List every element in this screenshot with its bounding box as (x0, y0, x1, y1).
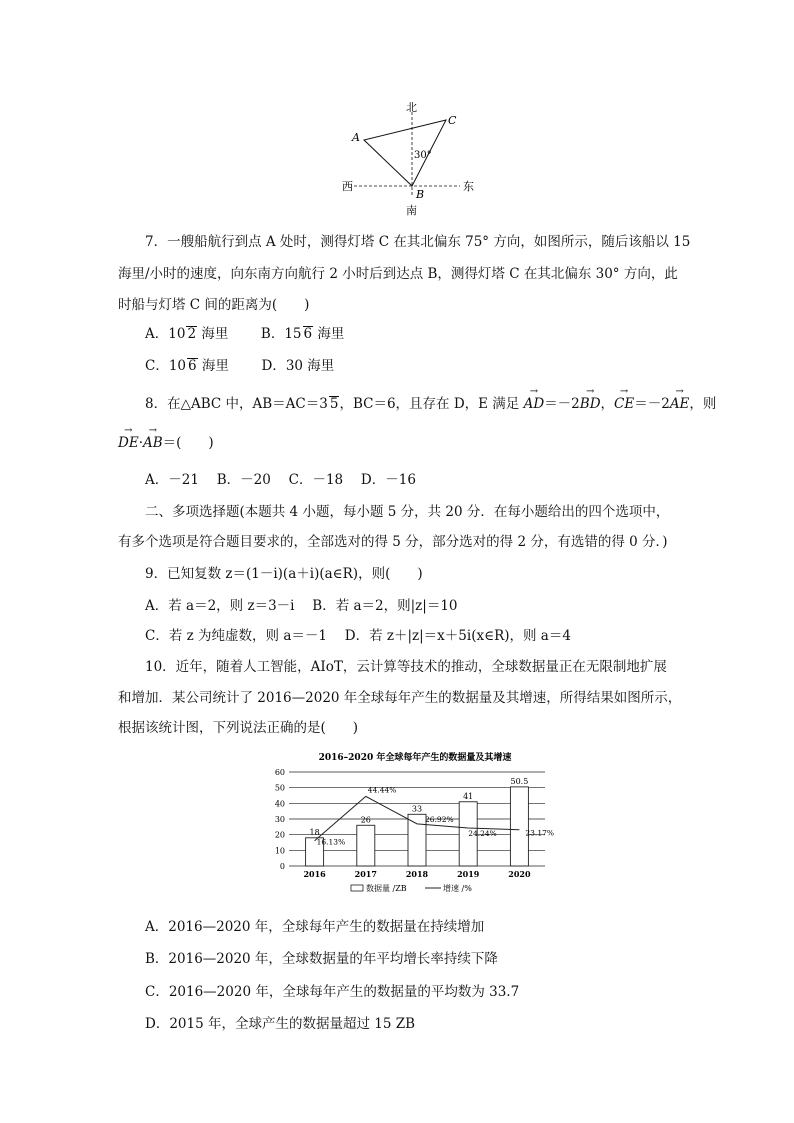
data-volume-chart (255, 748, 575, 900)
y-tick-40: 40 (274, 799, 285, 809)
q10-line2: 和增加．某公司统计了 2016—2020 年全球每年产生的数据量及其增速，所得结果如图所示， (118, 690, 682, 706)
y-tick-30: 30 (274, 815, 285, 824)
x-tick-2019: 2019 (457, 869, 480, 879)
q9-stem: 9．已知复数 z＝(1－i)(a＋i)(a∈R)，则( ) (145, 566, 423, 582)
label-south: 南 (406, 204, 417, 217)
q10-opt-d: D．2015 年，全球产生的数据量超过 15 ZB (145, 1016, 416, 1032)
q7-opt-b-pre: B．15 (260, 326, 302, 342)
bar-label-2020: 50.5 (510, 776, 529, 786)
q7-opt-a-post: 海里 (197, 326, 229, 342)
q10-line1: 10．近年，随着人工智能，AIoT，云计算等技术的推动，全球数据量正在无限制地扩展 (145, 659, 667, 675)
q8-end: ，则 (689, 396, 717, 412)
q9-options-ab: A．若 a＝2，则 z＝3－i B．若 a＝2，则|z|＝10 (145, 598, 458, 614)
x-tick-2020: 2020 (508, 869, 531, 879)
q10-opt-b: B．2016—2020 年，全球数据量的年平均增长率持续下降 (145, 951, 498, 967)
y-tick-10: 10 (274, 846, 285, 856)
q7-opt-c-post: 海里 (197, 358, 229, 374)
triangle-abc (364, 120, 446, 186)
label-west: 西 (342, 180, 353, 193)
compass-figure (330, 98, 490, 218)
y-tick-60: 60 (274, 768, 285, 777)
q8-comma: ， (600, 396, 615, 412)
section2-line1: 二、多项选择题(本题共 4 小题，每小题 5 分，共 20 分．在每小题给出的四个选项中， (145, 504, 670, 520)
q7-line1: 7．一艘船航行到点 A 处时，测得灯塔 C 在其北偏东 75° 方向，如图所示，随后该船以 15 (145, 234, 691, 250)
q7-opt-d: D．30 海里 (261, 358, 335, 374)
q7-opt-b-post: 海里 (313, 326, 345, 342)
q8-eq2: ＝－2 (634, 396, 670, 412)
q8-mid: ，BC＝6，且存在 D，E 满足 (339, 396, 520, 412)
vector-ab: → AB (143, 435, 163, 451)
q7-opt-c-radicand: 6 (188, 358, 197, 374)
label-c: C (448, 114, 457, 127)
q8-line2 (118, 431, 214, 451)
growth-label-2016: 16.13% (316, 837, 346, 847)
growth-label-2018: 26.92% (425, 814, 454, 824)
growth-label-2020: 23.17% (525, 828, 555, 838)
label-north: 北 (406, 101, 417, 114)
q10-opt-a: A．2016—2020 年，全球每年产生的数据量在持续增加 (145, 919, 485, 935)
bar-2017 (357, 825, 375, 866)
bar-2020 (510, 787, 528, 866)
q8-tail: ＝( ) (162, 435, 214, 451)
q7-options-cd (145, 354, 334, 374)
bar-label-2017: 26 (360, 815, 371, 825)
q8-dot: · (138, 435, 143, 451)
label-east: 东 (463, 180, 474, 193)
bar-label-2019: 41 (463, 791, 474, 801)
chart-title: 2016–2020 年全球每年产生的数据量及其增速 (318, 753, 512, 763)
q8-options: A．－21 B．－20 C．－18 D．－16 (145, 472, 416, 488)
q8-line1 (145, 392, 716, 412)
label-angle: 30° (414, 150, 432, 161)
q7-opt-a-pre: A．10 (145, 326, 186, 342)
vector-ad: → AD (524, 396, 545, 412)
y-tick-20: 20 (274, 830, 285, 840)
q10-opt-c: C．2016—2020 年，全球每年产生的数据量的平均数为 33.7 (145, 984, 520, 1000)
q9-options-cd: C．若 z 为纯虚数，则 a＝－1 D．若 z＋|z|＝x＋5i(x∈R)，则 a＝4 (145, 628, 571, 644)
q7-line3: 时船与灯塔 C 间的距离为( ) (118, 297, 310, 313)
bar-label-2018: 33 (411, 804, 423, 814)
q7-opt-c-pre: C．10 (145, 358, 187, 374)
section2-line2: 有多个选项是符合题目要求的，全部选对的得 5 分，部分选对的得 2 分，有选错的得 0 分．) (118, 534, 668, 550)
y-tick-50: 50 (274, 783, 285, 793)
growth-label-2017: 44.44% (367, 785, 397, 795)
x-tick-2016: 2016 (303, 869, 326, 879)
bar-label-2016: 18 (309, 827, 320, 837)
q8-radicand: 5 (329, 396, 339, 412)
q10-line3: 根据该统计图，下列说法正确的是( ) (118, 720, 359, 736)
q8-pre: 8．在△ABC 中，AB＝AC＝3 (145, 396, 328, 412)
q7-line2: 海里/小时的速度，向东南方向航行 2 小时后到达点 B，测得灯塔 C 在其北偏东 30° 方向，此 (118, 266, 678, 282)
legend-bar-swatch (351, 885, 363, 891)
legend-bar-label: 数据量 /ZB (366, 884, 407, 893)
x-tick-2017: 2017 (354, 869, 377, 879)
vector-bd: → BD (580, 396, 601, 412)
x-tick-2018: 2018 (405, 869, 429, 879)
y-tick-0: 0 (279, 862, 285, 871)
q8-eq1: ＝－2 (544, 396, 580, 412)
q7-opt-b-radicand: 6 (303, 326, 313, 342)
q7-options-ab (145, 322, 344, 342)
vector-ce: → CE (614, 396, 634, 412)
q7-opt-a-radicand: 2 (187, 326, 197, 342)
growth-label-2019: 24.24% (468, 829, 497, 839)
bar-2018 (408, 814, 426, 866)
legend-line-label: 增速 /% (443, 884, 472, 893)
label-b: B (416, 188, 425, 201)
vector-de: → DE (118, 435, 139, 451)
vector-ae: → AE (670, 396, 690, 412)
label-a: A (352, 131, 360, 144)
